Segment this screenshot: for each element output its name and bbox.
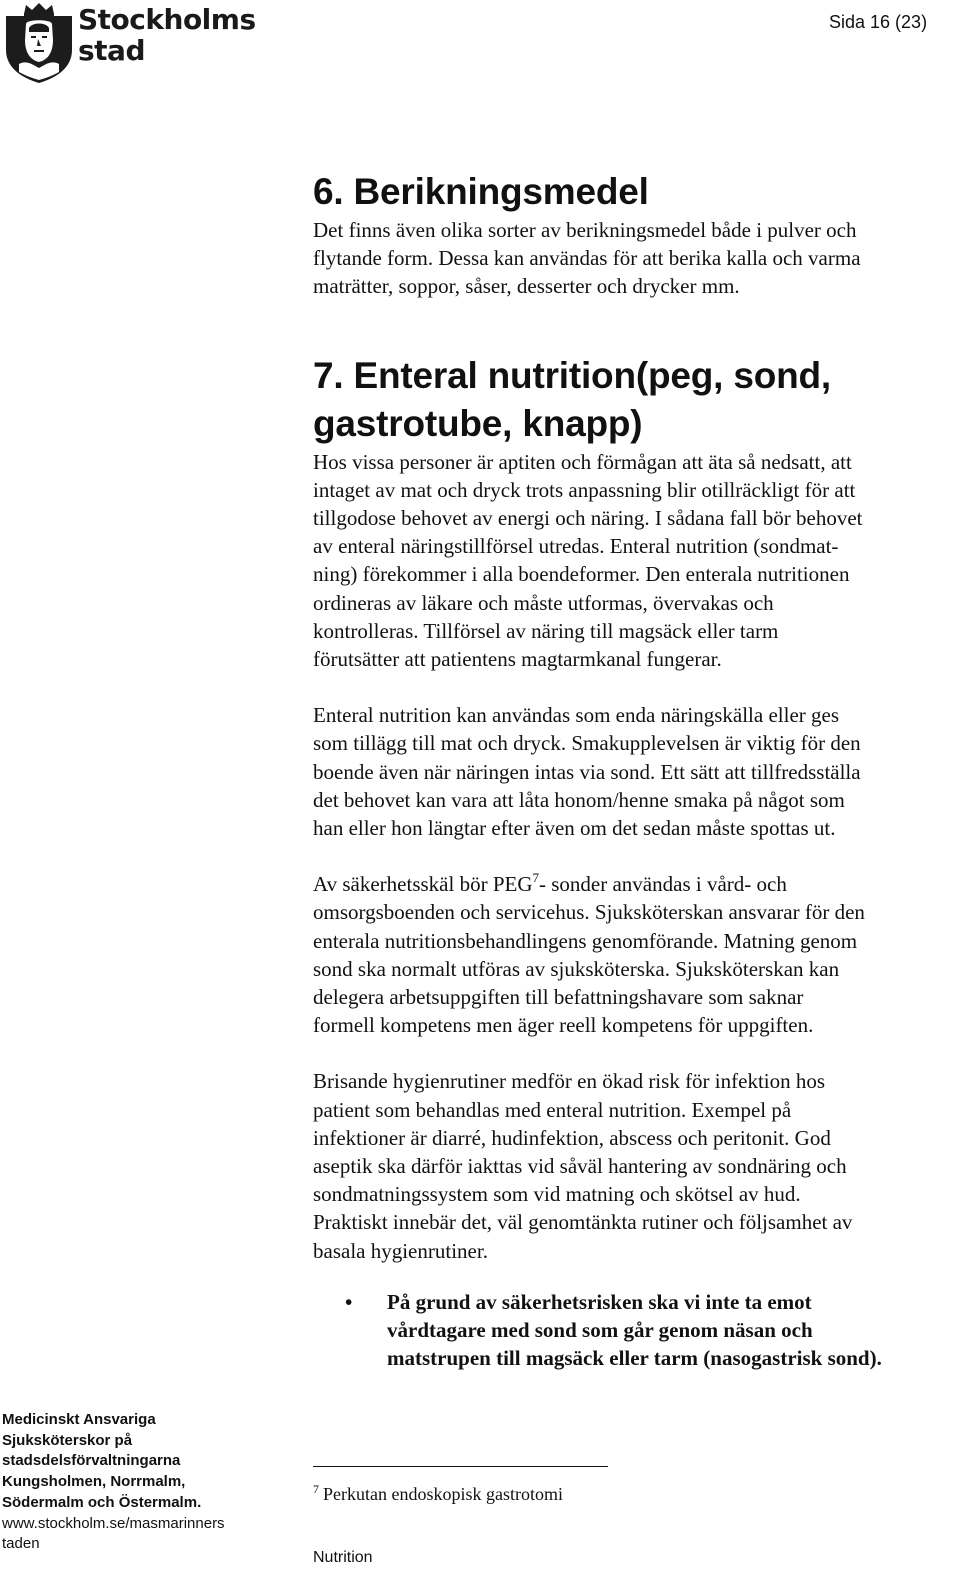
text-line: han eller hon längtar efter även om det sedan måste spottas ut. xyxy=(313,816,836,841)
text-line: På grund av säkerhetsrisken ska vi inte ta emot xyxy=(387,1290,812,1314)
page-number: Sida 16 (23) xyxy=(829,12,928,32)
footer-url-line: taden xyxy=(2,1535,40,1553)
text-line: flytande form. Dessa kan användas för att berika kalla och varma xyxy=(313,246,861,271)
stockholms-stad-logo xyxy=(4,2,256,84)
logo-line-2: stad xyxy=(78,34,145,67)
text-line: som tillägg till mat och dryck. Smakupplevelsen är viktig för den xyxy=(313,731,861,756)
section-7-paragraph-1 xyxy=(313,448,959,674)
text-line: aseptik ska därför iakttas vid såväl hantering av sondnäring och xyxy=(313,1154,847,1179)
footer-line: Södermalm och Östermalm. xyxy=(2,1493,202,1511)
text-line: tillgodose behovet av energi och näring. I sådana fall bör behovet xyxy=(313,506,863,531)
text-line: det behovet kan vara att låta honom/henne smaka på något som xyxy=(313,787,845,812)
text-line: förutsätter att patientens magtarmkanal fungerar. xyxy=(313,647,722,672)
text-line: av enteral näringstillförsel utredas. Enteral nutrition (sondmat- xyxy=(313,534,839,559)
text-line: kontrolleras. Tillförsel av näring till magsäck eller tarm xyxy=(313,618,779,643)
text-line: enterala nutritionsbehandlingens genomförande. Matning genom xyxy=(313,928,858,953)
bullet-icon: • xyxy=(345,1290,353,1314)
footnote xyxy=(313,1482,563,1506)
footer-organization xyxy=(2,1410,252,1555)
footer-line: Sjuksköterskor på xyxy=(2,1431,133,1449)
section-7-paragraph-4 xyxy=(313,1067,959,1264)
bullet-item xyxy=(345,1288,955,1373)
footer-document-label: Nutrition xyxy=(313,1549,373,1566)
footnote-number: 7 xyxy=(313,1482,319,1496)
text-line: formell kompetens men äger reell kompetens för uppgiften. xyxy=(313,1013,814,1038)
text-line: Det finns även olika sorter av berikningsmedel både i pulver och xyxy=(313,218,857,242)
text-line: maträtter, soppor, såser, desserter och drycker mm. xyxy=(313,274,740,299)
text-line: Hos vissa personer är aptiten och förmågan att äta så nedsatt, att xyxy=(313,449,852,474)
logo-line-1: Stockholms xyxy=(78,3,256,36)
footer-line: Medicinskt Ansvariga xyxy=(2,1411,156,1428)
text-line: boende även när näringen intas via sond. Ett sätt att tillfredsställa xyxy=(313,759,861,784)
text-line: vårdtagare med sond som går genom näsan och xyxy=(387,1318,813,1343)
section-6-paragraph xyxy=(313,216,959,301)
bullet-list xyxy=(345,1288,955,1373)
main-content xyxy=(313,168,959,1265)
text-line: infektioner är diarré, hudinfektion, abscess och peritonit. God xyxy=(313,1125,831,1150)
text-line: Brisande hygienrutiner medför en ökad risk för infektion hos xyxy=(313,1069,826,1094)
text-line: ning) förekommer i alla boendeformer. Den enterala nutritionen xyxy=(313,562,850,587)
footnote-reference: 7 xyxy=(532,870,539,886)
text-line: Enteral nutrition kan användas som enda näringskälla eller ges xyxy=(313,703,839,728)
text-segment: - sonder användas i vård- och xyxy=(539,872,787,897)
text-line: intaget av mat och dryck trots anpassning blir otillräckligt för att xyxy=(313,477,856,502)
text-line: matstrupen till magsäck eller tarm (nasogastrisk sond). xyxy=(387,1346,882,1371)
text-line: ordineras av läkare och måste utformas, övervakas och xyxy=(313,590,774,615)
section-6-heading: 6. Berikningsmedel xyxy=(313,171,649,212)
text-line: delegera arbetsuppgiften till befattningshavare som saknar xyxy=(313,985,804,1010)
logo-wordmark xyxy=(78,4,256,66)
text-line: sondmatningssystem som vid matning och skötsel av hud. xyxy=(313,1182,801,1207)
footnote-divider xyxy=(313,1466,608,1467)
section-7-paragraph-2 xyxy=(313,701,959,842)
text-line: sond ska normalt utföras av sjuksköterska. Sjuksköterskan kan xyxy=(313,956,840,981)
text-line: basala hygienrutiner. xyxy=(313,1238,488,1263)
section-7-paragraph-3 xyxy=(313,870,959,1039)
text-line: patient som behandlas med enteral nutrition. Exempel på xyxy=(313,1097,792,1122)
footnote-text: Perkutan endoskopisk gastrotomi xyxy=(323,1484,563,1504)
section-7-heading xyxy=(313,352,959,448)
text-line: Praktiskt innebär det, väl genomtänkta rutiner och följsamhet av xyxy=(313,1210,853,1235)
heading-line: 7. Enteral nutrition(peg, sond, xyxy=(313,354,831,396)
heading-line: gastrotube, knapp) xyxy=(313,402,643,444)
crowned-shield-icon xyxy=(4,2,74,84)
footer-url-line: www.stockholm.se/masmarinners xyxy=(2,1514,225,1532)
text-line: omsorgsboenden och servicehus. Sjuksköterskan ansvarar för den xyxy=(313,900,865,925)
footer-line: stadsdelsförvaltningarna xyxy=(2,1452,181,1470)
text-segment: Av säkerhetsskäl bör PEG xyxy=(313,872,533,897)
footer-line: Kungsholmen, Norrmalm, xyxy=(2,1473,186,1491)
